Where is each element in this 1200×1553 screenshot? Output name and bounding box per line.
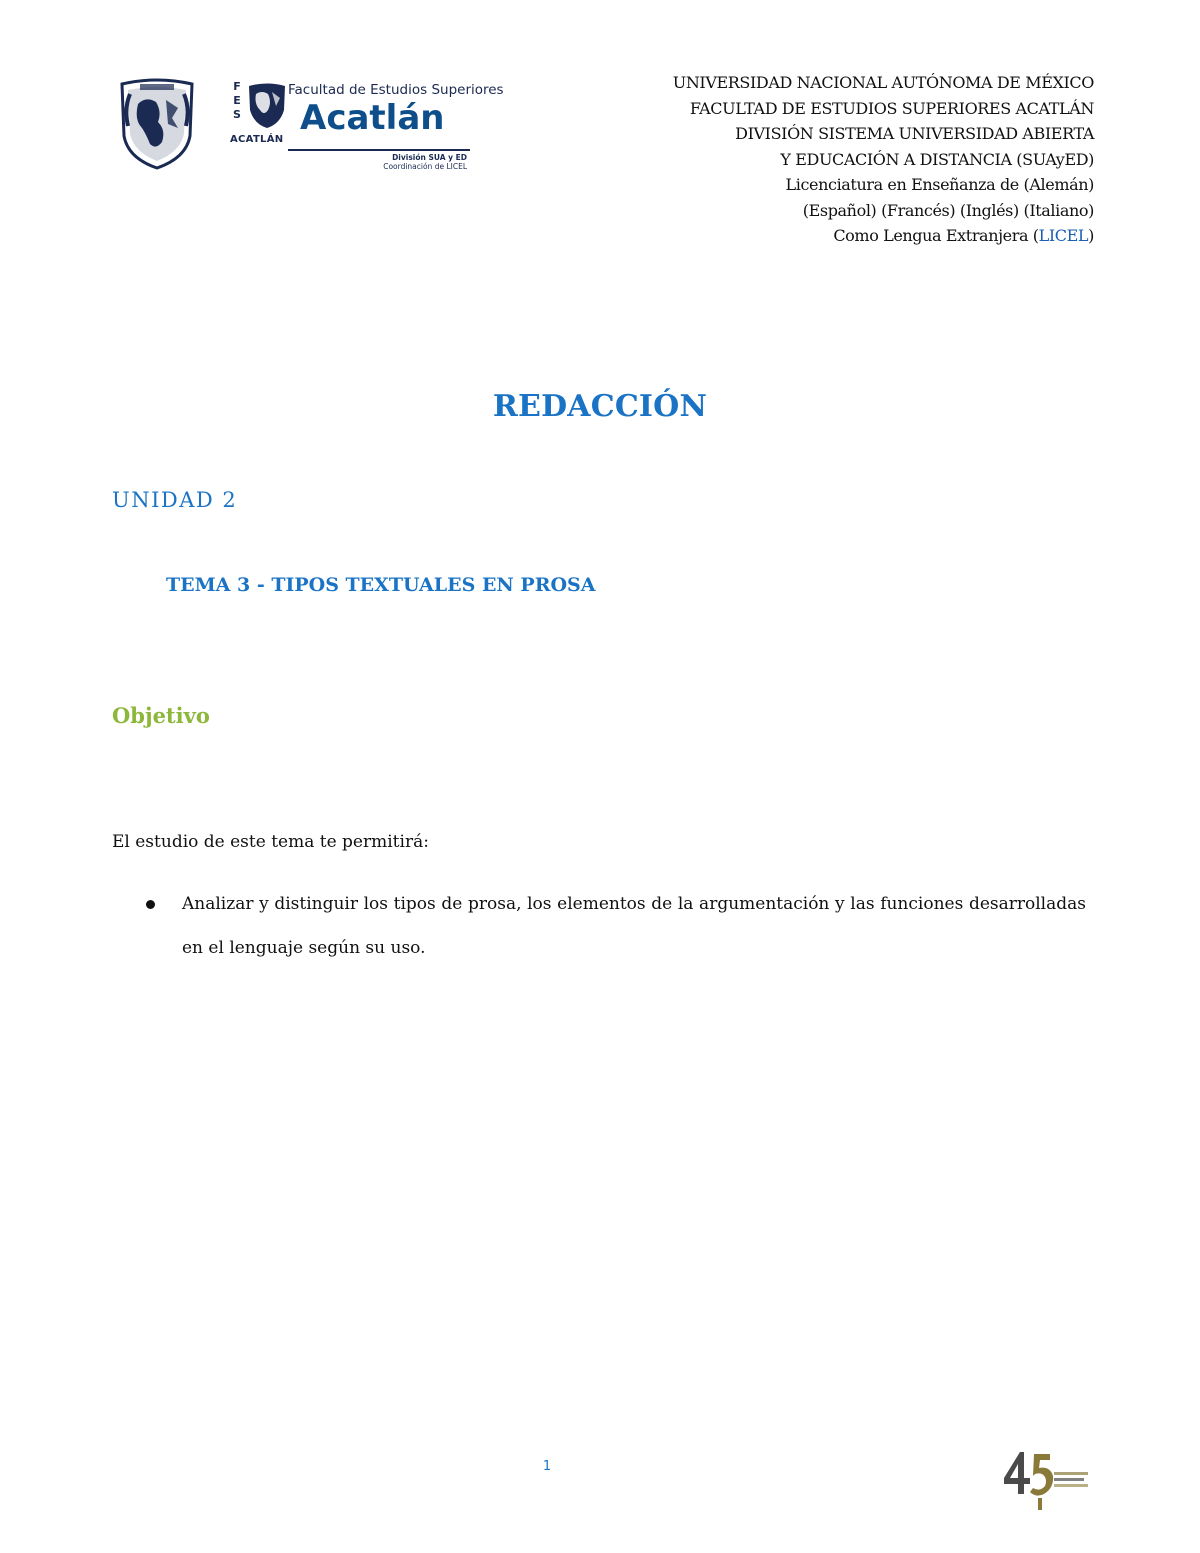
objective-heading: Objetivo (112, 703, 210, 728)
institution-line: DIVISIÓN SISTEMA UNIVERSIDAD ABIERTA (735, 124, 1094, 143)
bullet-icon (146, 900, 155, 909)
fes-acatlan-logo (230, 78, 504, 174)
fes-divider (288, 149, 470, 151)
topic-heading: TEMA 3 - TIPOS TEXTUALES EN PROSA (166, 574, 596, 596)
fes-name: Acatlán (300, 98, 445, 138)
institution-line: FACULTAD DE ESTUDIOS SUPERIORES ACATLÁN (689, 98, 1094, 118)
anniversary-45-logo (998, 1438, 1093, 1512)
institution-line: Como Lengua Extranjera (LICEL) (833, 226, 1094, 245)
unam-seal-logo (116, 78, 198, 170)
fes-wordmark: ACATLÁN (230, 134, 284, 145)
document-title: REDACCIÓN (492, 389, 708, 424)
fes-subtitle: Facultad de Estudios Superiores (288, 82, 504, 98)
institution-line: UNIVERSIDAD NACIONAL AUTÓNOMA DE MÉXICO (672, 73, 1094, 92)
fes-letters: F E S (233, 80, 241, 121)
page-number: 1 (542, 1459, 552, 1474)
institution-line: Y EDUCACIÓN A DISTANCIA (SUAyED) (780, 149, 1094, 169)
institution-line: Licenciatura en Enseñanza de (Alemán) (785, 175, 1094, 194)
institution-header (534, 70, 1094, 249)
licel-acronym: LICEL (1038, 226, 1089, 245)
institution-line: (Español) (Francés) (Inglés) (Italiano) (802, 200, 1094, 220)
intro-paragraph: El estudio de este tema te permitirá: (112, 832, 429, 852)
fes-division-label: División SUA y ED Coordinación de LICEL (383, 153, 467, 171)
unit-heading: UNIDAD 2 (112, 488, 238, 512)
list-item-text: Analizar y distinguir los tipos de prosa, los elementos de la argumentación y las funciones desarrolladas en el lenguaje según su uso. (182, 894, 1086, 958)
fes-emblem-icon (246, 82, 288, 130)
